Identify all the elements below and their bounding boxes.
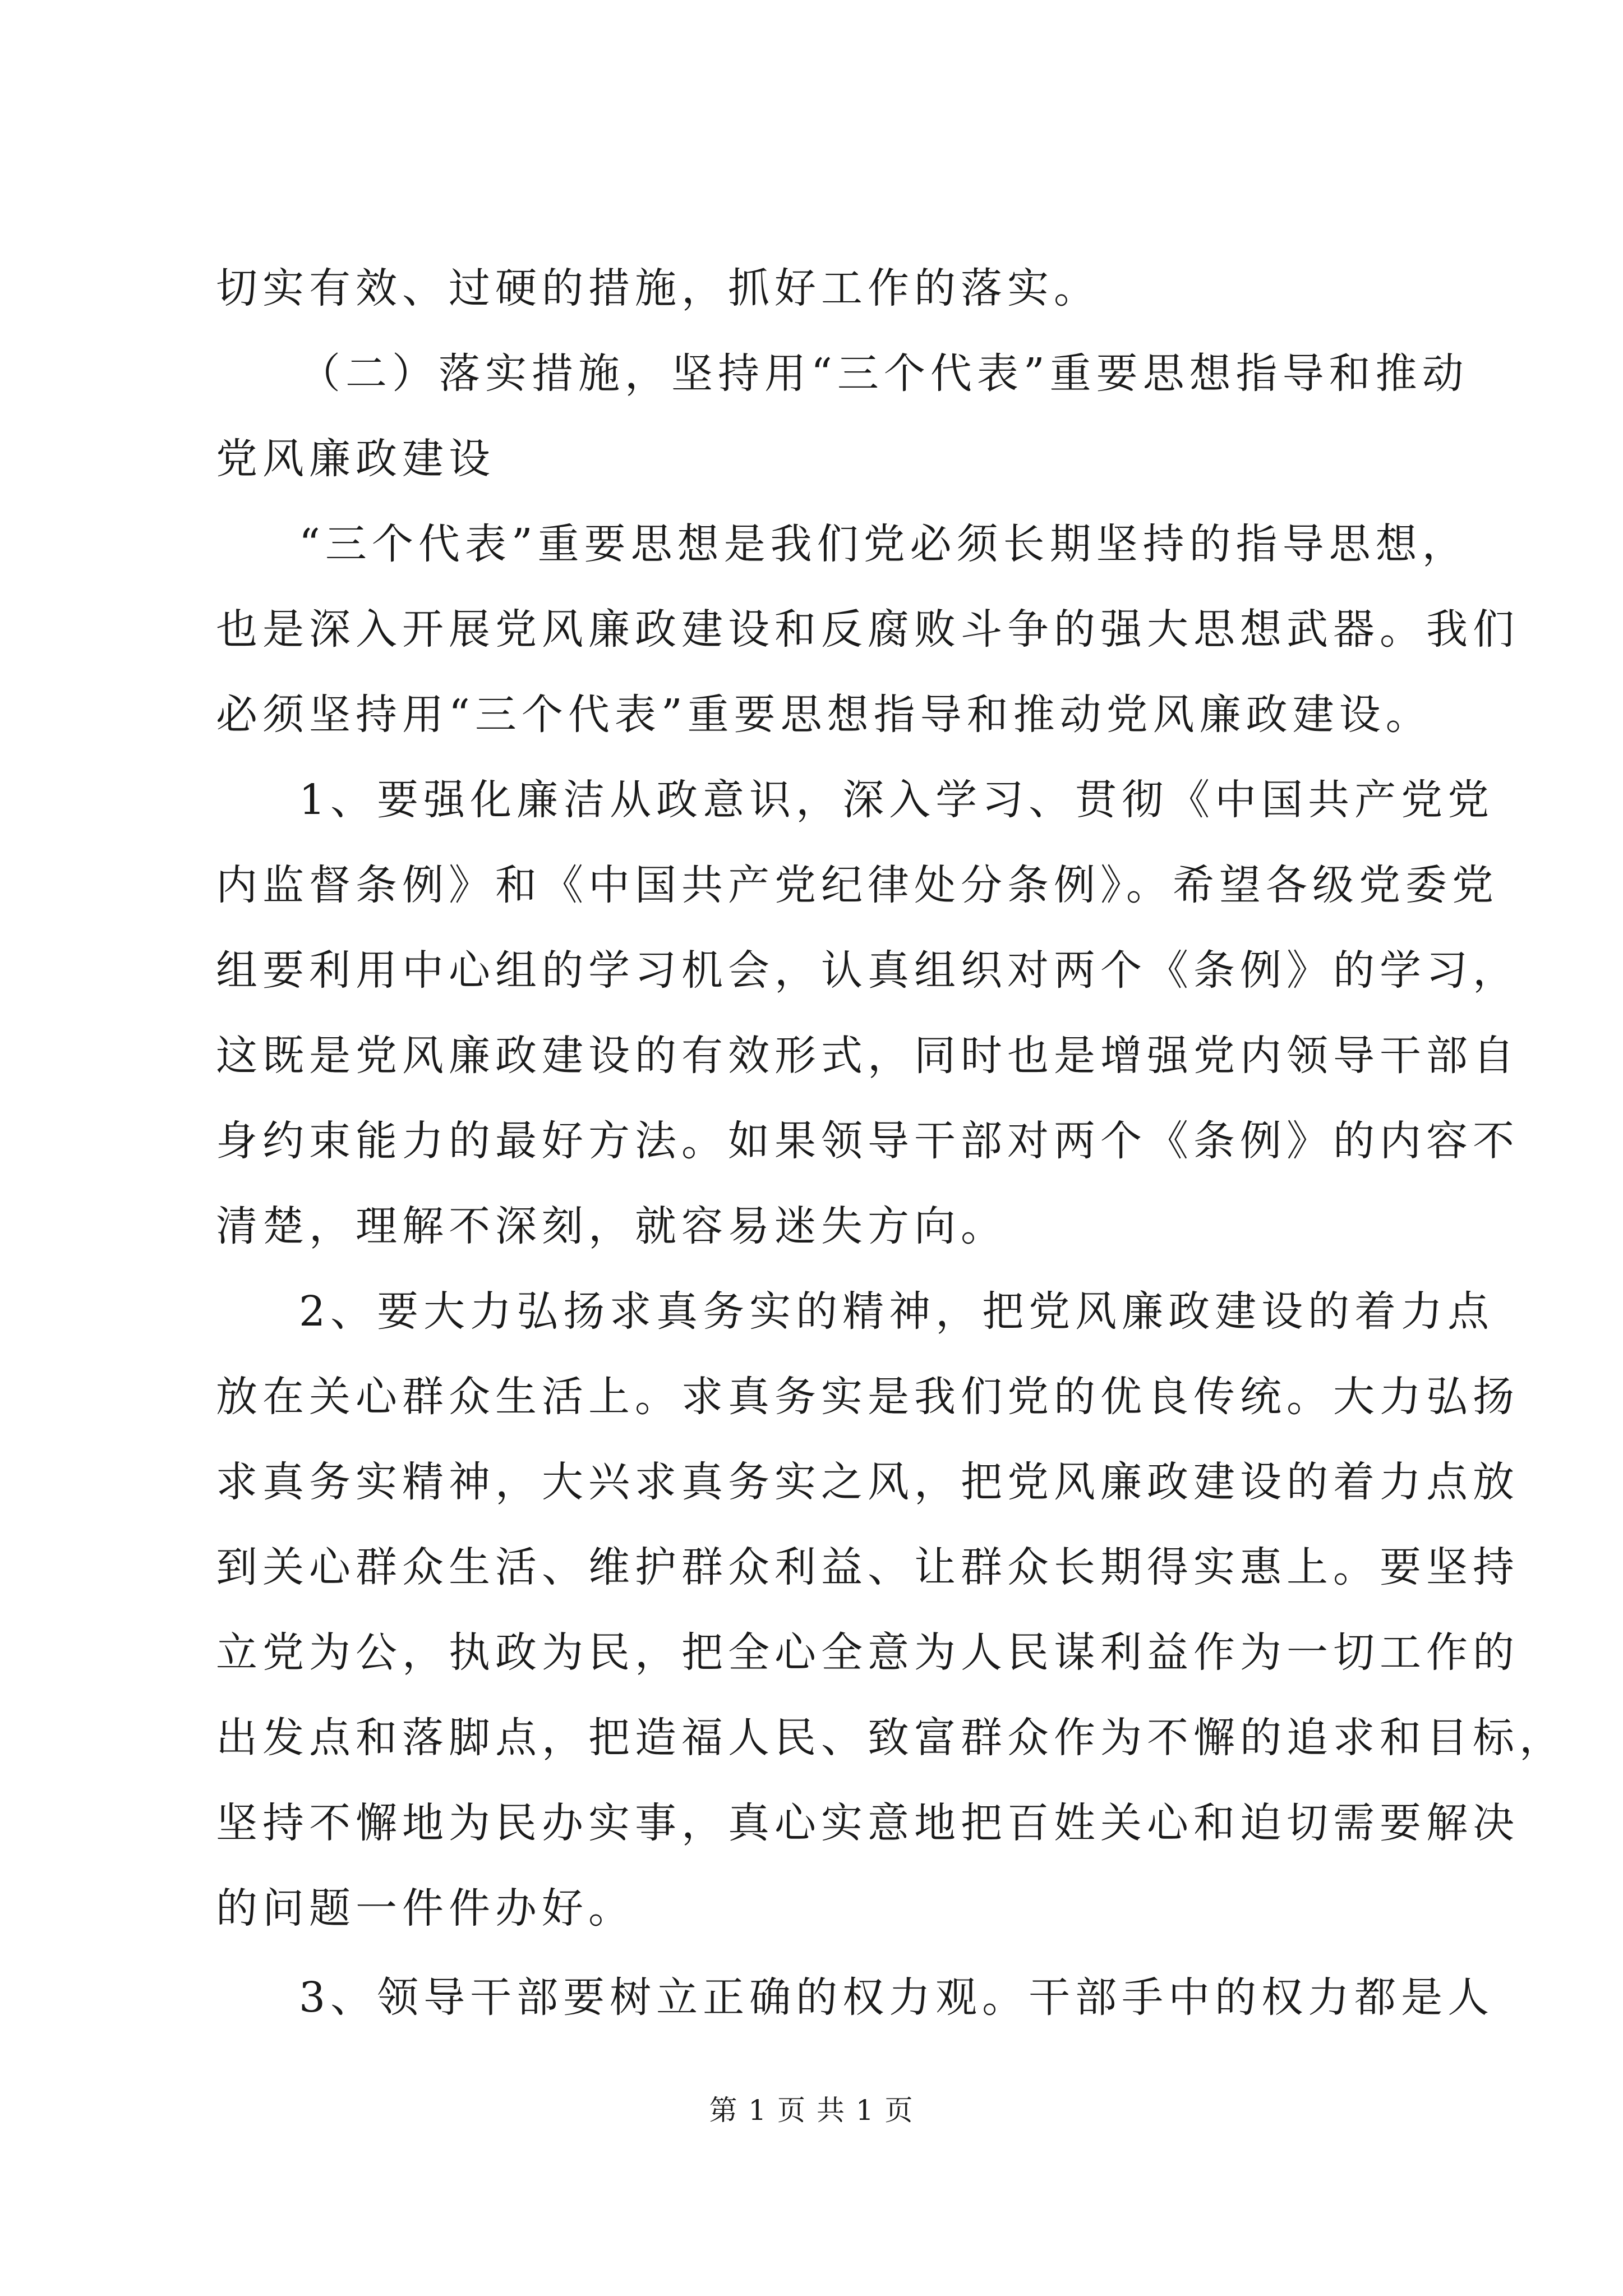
text-line: 这既是党风廉政建设的有效形式，同时也是增强党内领导干部自 — [216, 1032, 1519, 1080]
paragraph-gap — [216, 1951, 1416, 1955]
text-line: 必须坚持用“三个代表”重要思想指导和推动党风廉政建设。 — [216, 691, 1432, 739]
text-line: 到关心群众生活、维护群众利益、让群众长期得实惠上。要坚持 — [216, 1543, 1519, 1591]
text-line: 出发点和落脚点，把造福人民、致富群众作为不懈的追求和目标， — [216, 1714, 1566, 1762]
text-line: 3、领导干部要树立正确的权力观。干部手中的权力都是人 — [299, 1973, 1495, 2022]
section-heading-line: 党风廉政建设 — [216, 435, 495, 483]
text-line: “三个代表”重要思想是我们党必须长期坚持的指导思想， — [299, 520, 1469, 568]
text-line: 身约束能力的最好方法。如果领导干部对两个《条例》的内容不 — [216, 1117, 1519, 1165]
text-line: 2、要大力弘扬求真务实的精神，把党风廉政建设的着力点 — [299, 1287, 1495, 1336]
text-line: 立党为公，执政为民，把全心全意为人民谋利益作为一切工作的 — [216, 1628, 1519, 1677]
text-line: 内监督条例》和《中国共产党纪律处分条例》。希望各级党委党 — [216, 861, 1498, 909]
text-line: 求真务实精神，大兴求真务实之风，把党风廉政建设的着力点放 — [216, 1458, 1519, 1506]
page-footer: 第 1 页 共 1 页 — [709, 2094, 914, 2127]
text-line: 也是深入开展党风廉政建设和反腐败斗争的强大思想武器。我们 — [216, 605, 1519, 654]
text-line: 1、要强化廉洁从政意识，深入学习、贯彻《中国共产党党 — [299, 776, 1495, 824]
text-line: 放在关心群众生活上。求真务实是我们党的优良传统。大力弘扬 — [216, 1373, 1519, 1421]
text-line: 坚持不懈地为民办实事，真心实意地把百姓关心和迫切需要解决 — [216, 1799, 1519, 1847]
text-line: 组要利用中心组的学习机会，认真组织对两个《条例》的学习， — [216, 946, 1519, 995]
text-line: 切实有效、过硬的措施，抓好工作的落实。 — [216, 264, 1100, 312]
text-line: 清楚，理解不深刻，就容易迷失方向。 — [216, 1202, 1007, 1250]
text-line: 的问题一件件办好。 — [216, 1884, 635, 1932]
section-heading-line: （二）落实措施，坚持用“三个代表”重要思想指导和推动 — [299, 349, 1469, 398]
document-body — [216, 246, 1566, 2040]
